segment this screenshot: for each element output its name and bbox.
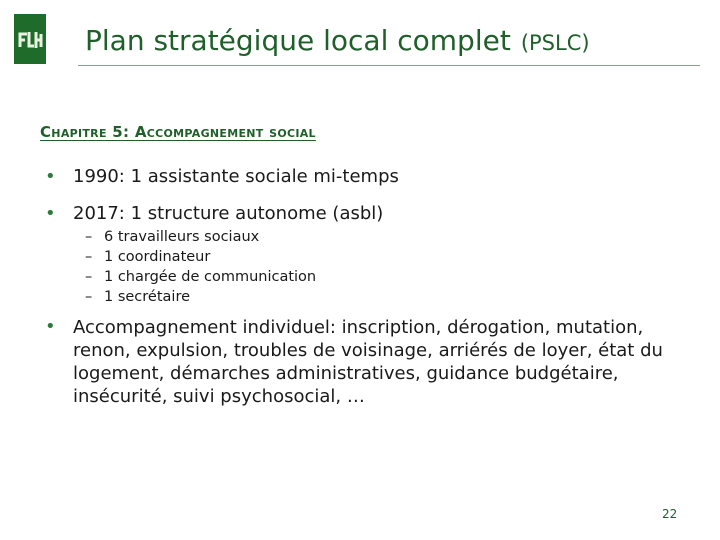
dash-marker: – xyxy=(85,229,93,245)
chapter-heading: Chapitre 5: Accompagnement social xyxy=(40,123,316,141)
slide-title-suffix: (PSLC) xyxy=(520,31,590,55)
page-number: 22 xyxy=(662,507,678,521)
bullet-marker: • xyxy=(45,166,56,187)
logo-mark-icon xyxy=(14,14,46,64)
dash-marker: – xyxy=(85,249,93,265)
bullet-text: 1990: 1 assistante sociale mi-temps xyxy=(73,166,399,187)
bullet-marker: • xyxy=(45,316,56,337)
bullet-marker: • xyxy=(45,203,56,224)
organization-logo xyxy=(14,14,46,64)
sub-list-text: 1 chargée de communication xyxy=(104,269,317,285)
sub-list-text: 6 travailleurs sociaux xyxy=(104,229,260,245)
dash-marker: – xyxy=(85,269,93,285)
dash-marker: – xyxy=(85,289,93,305)
sub-list-text: 1 secrétaire xyxy=(104,289,191,305)
sub-list-text: 1 coordinateur xyxy=(104,249,211,265)
bullet-text: 2017: 1 structure autonome (asbl) xyxy=(73,203,384,224)
bullet-text: Accompagnement individuel: inscription, dérogation, mutation, renon, expulsion, troubles de voisinage, arriérés de loyer, état du logement, démarches administratives, guidance budgétaire, insécurité, suivi psychosocial, … xyxy=(73,317,663,407)
slide-title-main: Plan stratégique local complet xyxy=(85,24,511,57)
title-divider xyxy=(78,65,700,66)
slide-title xyxy=(85,24,590,57)
